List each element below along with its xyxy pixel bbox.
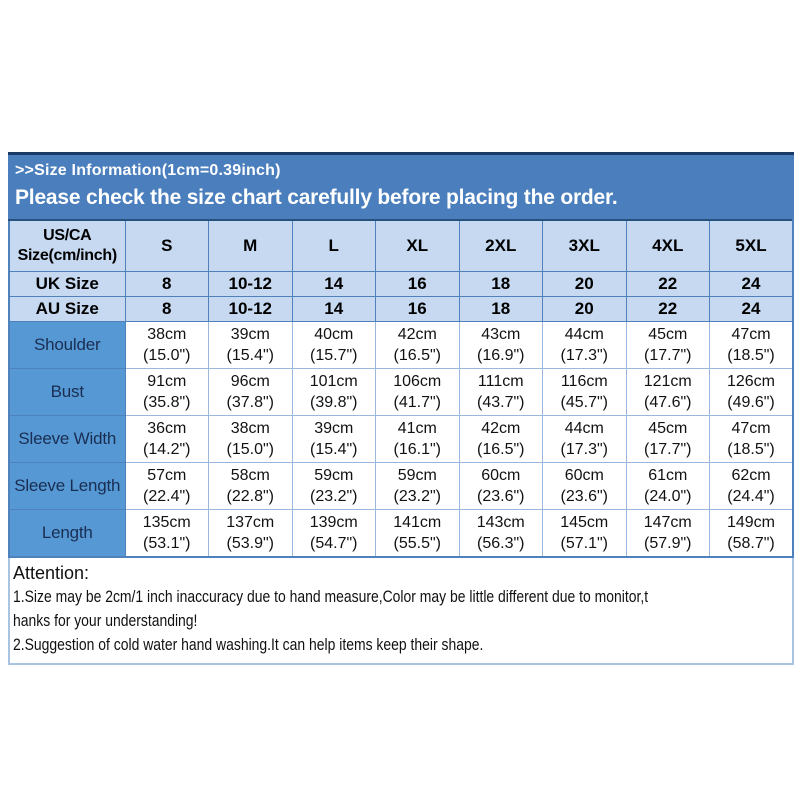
cm-value: 61cm (648, 467, 688, 484)
measurement-value-cell (376, 510, 460, 558)
inch-value: (17.7") (644, 347, 692, 364)
measurement-value-cell (292, 416, 376, 463)
cm-value: 91cm (147, 373, 187, 390)
measurement-value-cell (626, 510, 710, 558)
size-value-cell: 22 (626, 272, 710, 297)
measurement-value-cell (209, 510, 293, 558)
inch-value: (18.5") (727, 441, 775, 458)
cm-value: 116cm (560, 373, 608, 390)
inch-value: (22.8") (226, 488, 274, 505)
measurement-value-cell (125, 369, 209, 416)
banner-subtitle: Please check the size chart carefully before placing the order. (15, 186, 618, 209)
attention-line: 2.Suggestion of cold water hand washing.It can help items keep their shape. (13, 635, 484, 654)
inch-value: (16.9") (477, 347, 525, 364)
size-column-header: 5XL (710, 220, 794, 272)
cm-value: 58cm (230, 467, 270, 484)
inch-value: (17.3") (560, 441, 608, 458)
measurement-value-cell (125, 416, 209, 463)
measurement-row (9, 416, 793, 463)
inch-value: (58.7") (727, 535, 775, 552)
inch-value: (22.4") (143, 488, 191, 505)
inch-value: (23.2") (393, 488, 441, 505)
size-value-cell: 14 (292, 272, 376, 297)
inch-value: (37.8") (226, 394, 274, 411)
cm-value: 60cm (564, 467, 604, 484)
size-column-header: 3XL (543, 220, 627, 272)
inch-value: (24.0") (644, 488, 692, 505)
size-value-cell: 20 (543, 297, 627, 322)
cm-value: 44cm (564, 420, 604, 437)
inch-value: (16.5") (477, 441, 525, 458)
size-value-cell: 14 (292, 297, 376, 322)
inch-value: (15.4") (310, 441, 358, 458)
cm-value: 38cm (230, 420, 270, 437)
measurement-value-cell (209, 322, 293, 369)
size-column-header: 4XL (626, 220, 710, 272)
measurement-value-cell (543, 416, 627, 463)
measurement-value-cell (376, 416, 460, 463)
inch-value: (24.4") (727, 488, 775, 505)
measurement-value-cell (125, 463, 209, 510)
measurement-value-cell (292, 369, 376, 416)
inch-value: (15.0") (226, 441, 274, 458)
cm-value: 57cm (147, 467, 187, 484)
size-value-cell: 8 (125, 272, 209, 297)
size-column-header: XL (376, 220, 460, 272)
cm-value: 47cm (731, 326, 771, 343)
table-header-row (9, 220, 793, 272)
measurement-value-cell (710, 510, 794, 558)
measurement-value-cell (376, 322, 460, 369)
inch-value: (39.8") (310, 394, 358, 411)
cm-value: 60cm (481, 467, 521, 484)
inch-value: (55.5") (393, 535, 441, 552)
cm-value: 101cm (309, 373, 358, 390)
attention-line: hanks for your understanding! (13, 611, 198, 630)
inch-value: (14.2") (143, 441, 191, 458)
size-value-cell: 16 (376, 272, 460, 297)
cm-value: 45cm (648, 420, 688, 437)
measurement-value-cell (710, 322, 794, 369)
inch-value: (15.0") (143, 347, 191, 364)
cm-value: 45cm (648, 326, 688, 343)
cm-value: 147cm (643, 514, 692, 531)
measurement-value-cell (543, 510, 627, 558)
cm-value: 39cm (314, 420, 354, 437)
measurement-row-label: Length (9, 510, 125, 558)
cm-value: 40cm (314, 326, 354, 343)
inch-value: (17.7") (644, 441, 692, 458)
size-value-cell: 10-12 (209, 297, 293, 322)
inch-value: (17.3") (560, 347, 608, 364)
cm-value: 126cm (726, 373, 776, 390)
size-row-label: UK Size (9, 272, 125, 297)
cm-value: 139cm (309, 514, 358, 531)
measurement-value-cell (459, 463, 543, 510)
measurement-value-cell (292, 322, 376, 369)
cm-value: 38cm (147, 326, 187, 343)
measurement-value-cell (710, 463, 794, 510)
inch-value: (16.5") (393, 347, 441, 364)
size-row (9, 297, 793, 322)
measurement-value-cell (626, 322, 710, 369)
cm-value: 41cm (397, 420, 437, 437)
cm-value: 141cm (393, 514, 442, 531)
cm-value: 59cm (314, 467, 354, 484)
cm-value: 121cm (643, 373, 692, 390)
measurement-row (9, 369, 793, 416)
corner-header-cell (9, 220, 125, 272)
measurement-row-label: Sleeve Length (9, 463, 125, 510)
measurement-value-cell (376, 463, 460, 510)
cm-value: 42cm (397, 326, 437, 343)
inch-value: (35.8") (143, 394, 191, 411)
cm-value: 106cm (393, 373, 442, 390)
size-row (9, 272, 793, 297)
measurement-value-cell (292, 510, 376, 558)
size-row-label: AU Size (9, 297, 125, 322)
size-value-cell: 20 (543, 272, 627, 297)
inch-value: (23.2") (310, 488, 358, 505)
cm-value: 39cm (230, 326, 270, 343)
measurement-value-cell (459, 510, 543, 558)
size-chart-page (8, 152, 794, 665)
inch-value: (15.4") (226, 347, 274, 364)
measurement-row (9, 463, 793, 510)
inch-value: (23.6") (477, 488, 525, 505)
measurement-row (9, 510, 793, 558)
cm-value: 59cm (397, 467, 437, 484)
size-value-cell: 24 (710, 272, 794, 297)
cm-value: 62cm (731, 467, 771, 484)
inch-value: (43.7") (477, 394, 525, 411)
inch-value: (49.6") (727, 394, 775, 411)
size-column-header: S (125, 220, 209, 272)
measurement-value-cell (209, 463, 293, 510)
corner-header-line2: Size(cm/inch) (17, 247, 117, 264)
inch-value: (57.9") (644, 535, 692, 552)
cm-value: 145cm (560, 514, 609, 531)
measurement-value-cell (459, 416, 543, 463)
attention-box (8, 558, 794, 665)
measurement-value-cell (626, 369, 710, 416)
cm-value: 96cm (230, 373, 270, 390)
size-column-header: 2XL (459, 220, 543, 272)
inch-value: (16.1") (393, 441, 441, 458)
measurement-value-cell (626, 416, 710, 463)
size-value-cell: 22 (626, 297, 710, 322)
cm-value: 43cm (481, 326, 521, 343)
size-value-cell: 24 (710, 297, 794, 322)
measurement-value-cell (710, 416, 794, 463)
cm-value: 42cm (481, 420, 521, 437)
measurement-row-label: Sleeve Width (9, 416, 125, 463)
size-column-header: M (209, 220, 293, 272)
measurement-value-cell (543, 369, 627, 416)
attention-line: 1.Size may be 2cm/1 inch inaccuracy due to hand measure,Color may be little different due to monitor,t (13, 587, 649, 606)
attention-title: Attention: (13, 563, 90, 583)
measurement-value-cell (626, 463, 710, 510)
size-value-cell: 8 (125, 297, 209, 322)
inch-value: (18.5") (727, 347, 775, 364)
inch-value: (47.6") (644, 394, 692, 411)
inch-value: (54.7") (310, 535, 358, 552)
inch-value: (53.1") (143, 535, 191, 552)
measurement-value-cell (710, 369, 794, 416)
size-chart-table (8, 219, 794, 558)
size-column-header: L (292, 220, 376, 272)
measurement-value-cell (125, 510, 209, 558)
size-info-banner (8, 152, 794, 219)
measurement-value-cell (209, 369, 293, 416)
corner-header-line1: US/CA (43, 227, 92, 244)
size-value-cell: 16 (376, 297, 460, 322)
measurement-row-label: Bust (9, 369, 125, 416)
cm-value: 44cm (564, 326, 604, 343)
size-value-cell: 10-12 (209, 272, 293, 297)
measurement-value-cell (543, 463, 627, 510)
cm-value: 135cm (142, 514, 191, 531)
measurement-value-cell (292, 463, 376, 510)
measurement-value-cell (459, 322, 543, 369)
measurement-value-cell (543, 322, 627, 369)
inch-value: (23.6") (560, 488, 608, 505)
inch-value: (45.7") (560, 394, 608, 411)
cm-value: 47cm (731, 420, 771, 437)
measurement-value-cell (376, 369, 460, 416)
inch-value: (56.3") (477, 535, 525, 552)
banner-title: >>Size Information(1cm=0.39inch) (15, 162, 281, 179)
cm-value: 137cm (226, 514, 275, 531)
inch-value: (53.9") (226, 535, 274, 552)
cm-value: 111cm (477, 373, 524, 390)
inch-value: (57.1") (560, 535, 608, 552)
measurement-value-cell (125, 322, 209, 369)
measurement-value-cell (459, 369, 543, 416)
inch-value: (15.7") (310, 347, 358, 364)
size-value-cell: 18 (459, 272, 543, 297)
measurement-row (9, 322, 793, 369)
measurement-row-label: Shoulder (9, 322, 125, 369)
cm-value: 36cm (147, 420, 187, 437)
size-value-cell: 18 (459, 297, 543, 322)
cm-value: 143cm (476, 514, 525, 531)
cm-value: 149cm (726, 514, 776, 531)
measurement-value-cell (209, 416, 293, 463)
inch-value: (41.7") (393, 394, 441, 411)
